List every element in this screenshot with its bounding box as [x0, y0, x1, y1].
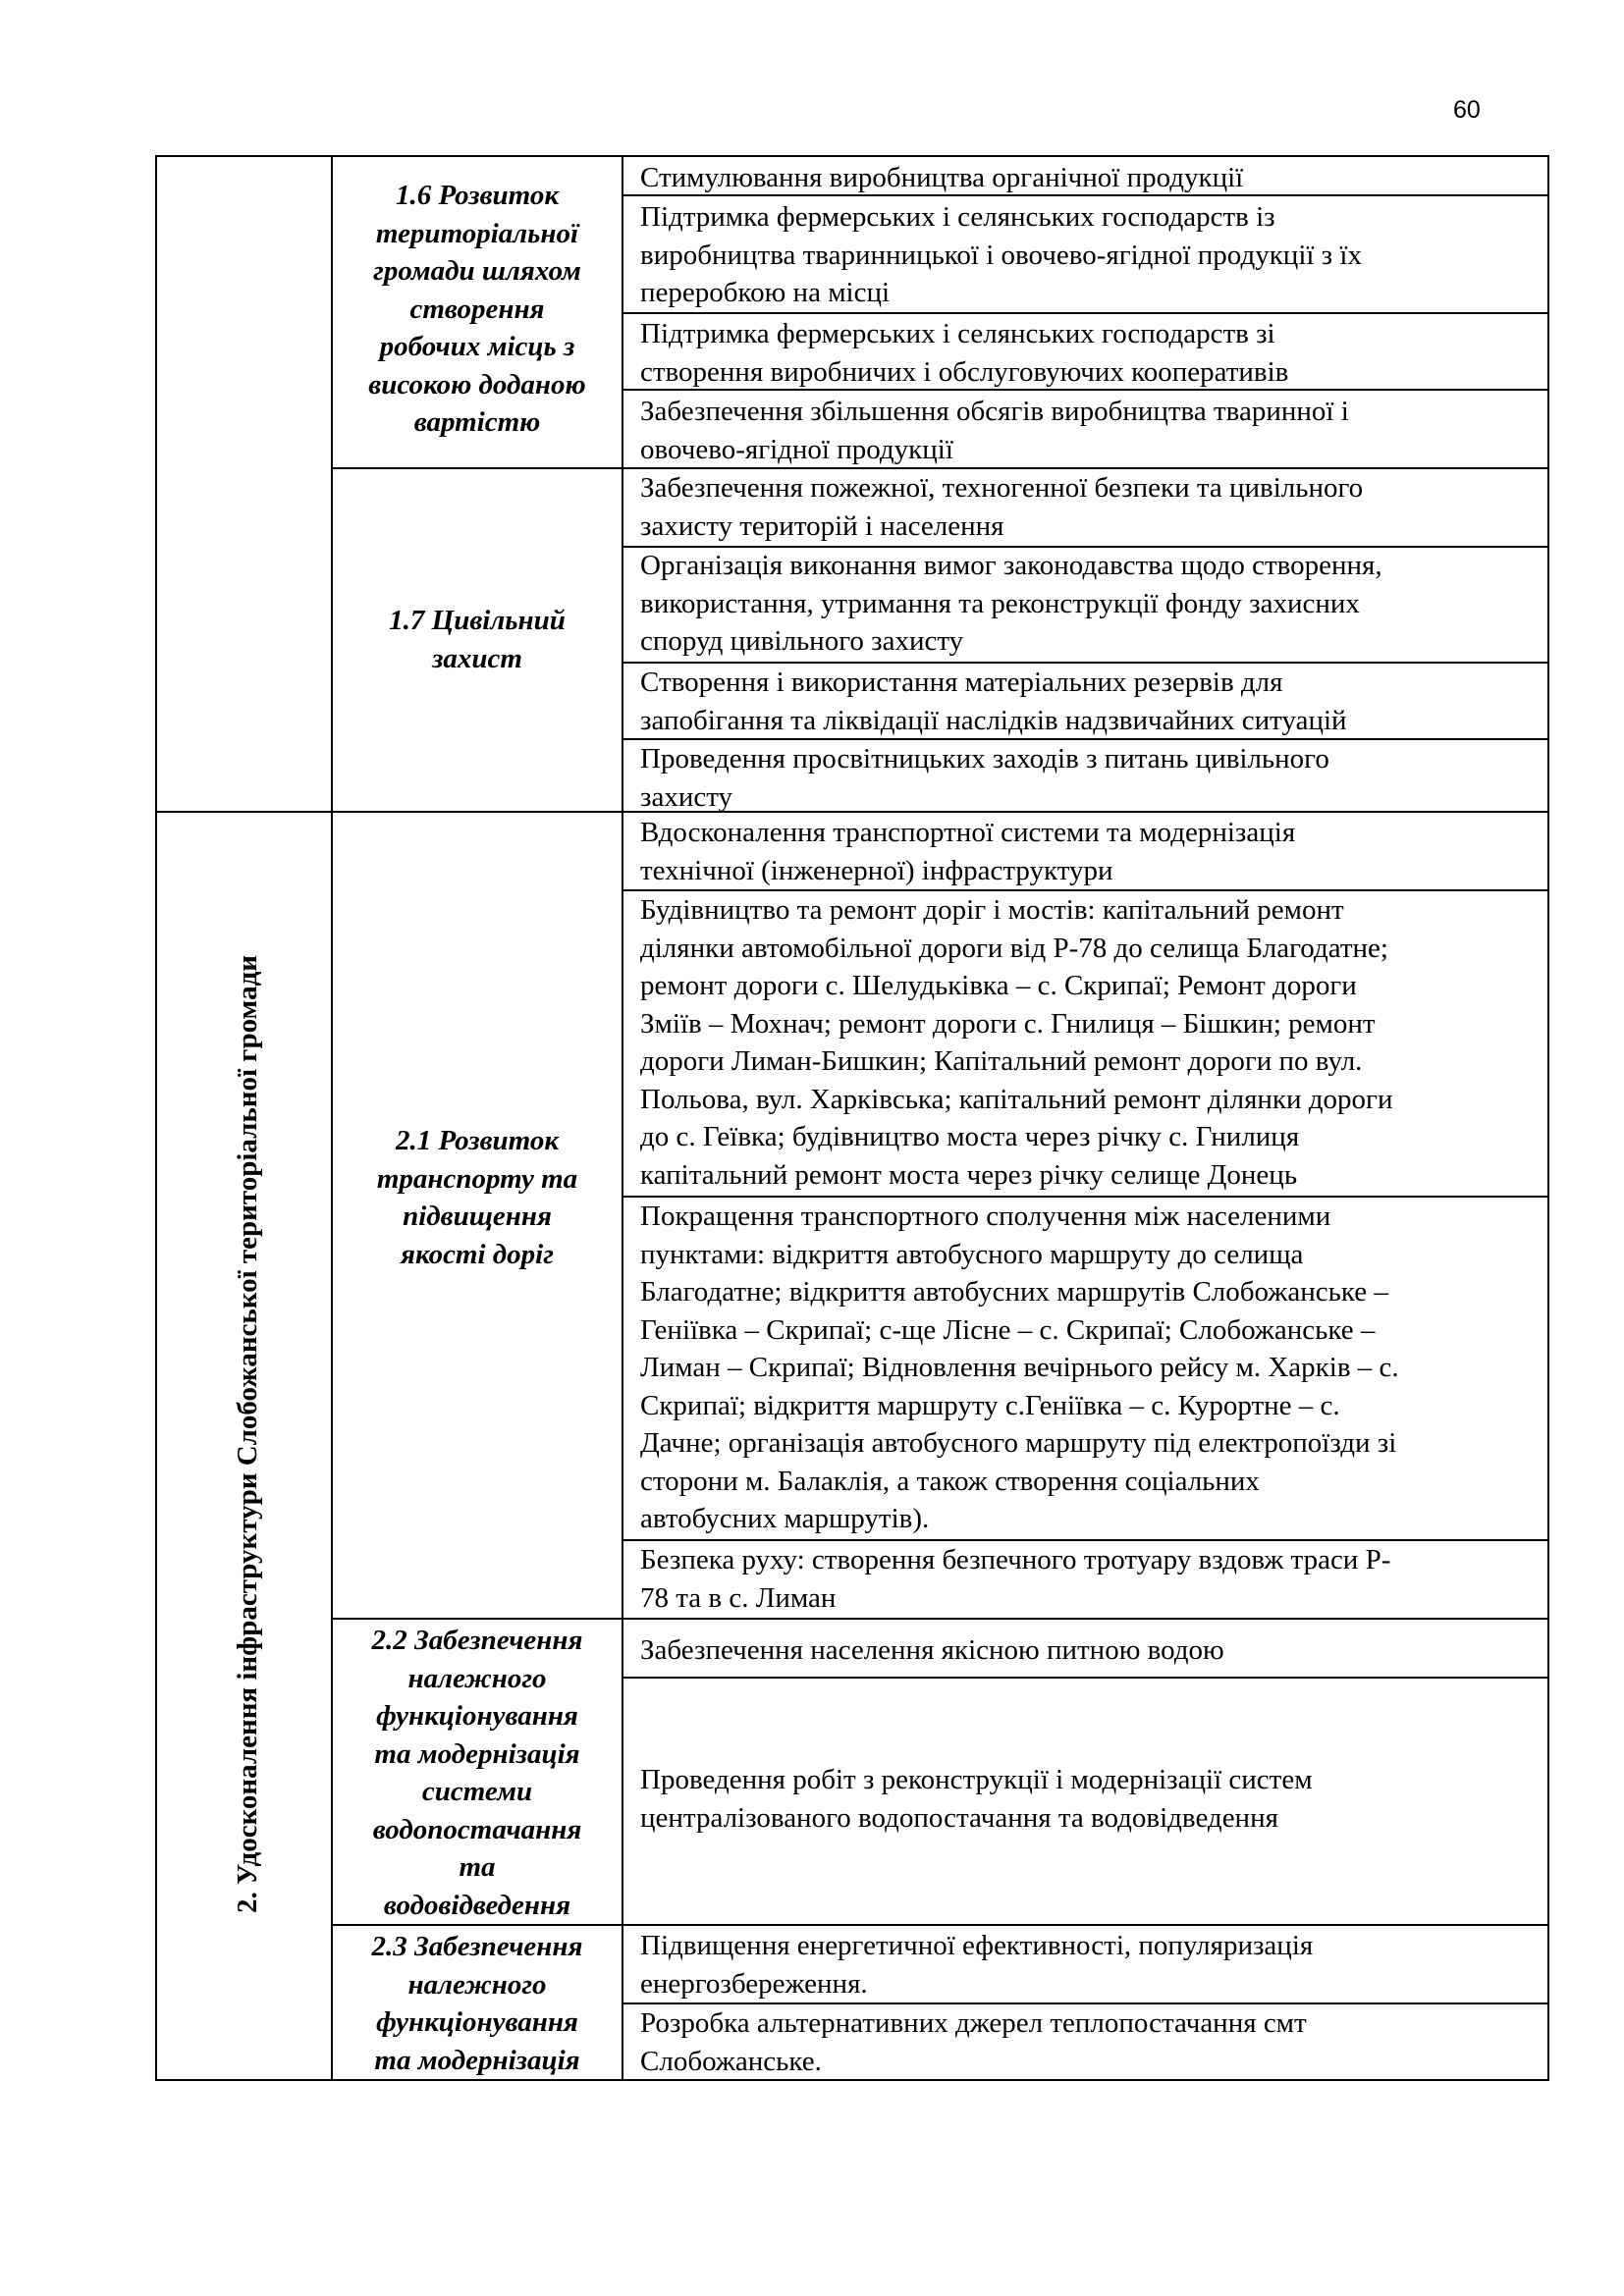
task-cell: Підвищення енергетичної ефективності, популяризація енергозбереження. [640, 1930, 1314, 2000]
task-cell: Безпека руху: створення безпечного тротуару вздовж траси Р- 78 та в с. Лиман [640, 1544, 1391, 1614]
task-cell: Стимулювання виробництва органічної продукції [640, 162, 1244, 193]
task-cell: Забезпечення населення якісною питною водою [640, 1634, 1224, 1666]
task-cell: Проведення робіт з реконструкції і модернізації систем централізованого водопостачання та водовідведення [640, 1764, 1313, 1834]
task-cell: Будівництво та ремонт доріг і мостів: капітальний ремонт ділянки автомобільної дороги від Р-78 до селища Благодатне; ремонт дороги с. Шелудьківка – с. Скрипаї; Ремонт дороги Зміїв – Мохнач; ремонт дороги с. Гнилиця – Бішкин; ремонт дороги Лиман-Бишкин; Капітальний ремонт дороги по вул. Польова, вул. Харківська; капітальний ремонт ділянки дороги до с. Геївка; будівництво моста через річку с. Гнилиця капітальний ремонт моста через річку селище Донець [640, 894, 1393, 1191]
task-cell: Проведення просвітницьких заходів з питань цивільного захисту [640, 743, 1329, 813]
section-title-vertical: 2. Удосконалення інфраструктури Слобожанської територіальної громади [232, 955, 263, 1913]
task-cell: Підтримка фермерських і селянських господарств зі створення виробничих і обслуговуючих кооперативів [640, 318, 1289, 388]
subsection-title-2-1: 2.1 Розвиток транспорту та підвищення якості доріг [376, 1125, 578, 1270]
task-divider [622, 312, 1549, 314]
subsection-divider [331, 1618, 1549, 1620]
task-cell: Організація виконання вимог законодавства щодо створення, використання, утримання та реконструкції фонду захисних споруд цивільного захисту [640, 550, 1382, 657]
subsection-title-2-3: 2.3 Забезпечення належного функціонування та модернізація [371, 1931, 583, 2076]
subsection-title-1-6: 1.6 Розвиток територіальної громади шляхом створення робочих місць з високою доданою вартістю [368, 180, 586, 438]
page-number: 60 [1453, 96, 1481, 124]
task-cell: Створення і використання матеріальних резервів для запобігання та ліквідації наслідків надзвичайних ситуацій [640, 667, 1347, 736]
task-divider [622, 1677, 1549, 1679]
table-border-left [155, 155, 157, 2081]
column-divider-2 [622, 155, 623, 2081]
task-cell: Покращення транспортного сполучення між населеними пунктами: відкриття автобусного маршруту до селища Благодатне; відкриття автобусних маршрутів Слобожанське – Геніївка – Скрипаї; с-ще Лісне – с. Скрипаї; Слобожанське – Лиман – Скрипаї; Відновлення вечірнього рейсу м. Харків – с. Скрипаї; відкриття маршруту с.Геніївка – с. Курортне – с. Дачне; організація автобусного маршруту під електропоїзди зі сторони м. Балаклія, а також створення соціальних автобусних маршрутів). [640, 1201, 1399, 1534]
task-cell: Вдосконалення транспортної системи та модернізація технічної (інженерної) інфраструктури [640, 817, 1296, 886]
task-cell: Розробка альтернативних джерел теплопостачання смт Слобожанське. [640, 2007, 1307, 2077]
subsection-divider [331, 1924, 1549, 1926]
task-cell: Забезпечення збільшення обсягів виробництва тваринної і овочево-ягідної продукції [640, 396, 1349, 465]
subsection-title-2-2: 2.2 Забезпечення належного функціонування та модернізація системи водопостачання та водовідведення [371, 1625, 583, 1921]
table-border-right [1547, 155, 1549, 2081]
task-cell: Забезпечення пожежної, техногенної безпеки та цивільного захисту територій і населення [640, 472, 1364, 542]
table-border-top [155, 155, 1549, 157]
subsection-title-1-7: 1.7 Цивільний захист [389, 605, 566, 674]
task-cell: Підтримка фермерських і селянських господарств із виробництва тваринницької і овочево-ягідної продукції з їх переробкою на місці [640, 201, 1362, 308]
